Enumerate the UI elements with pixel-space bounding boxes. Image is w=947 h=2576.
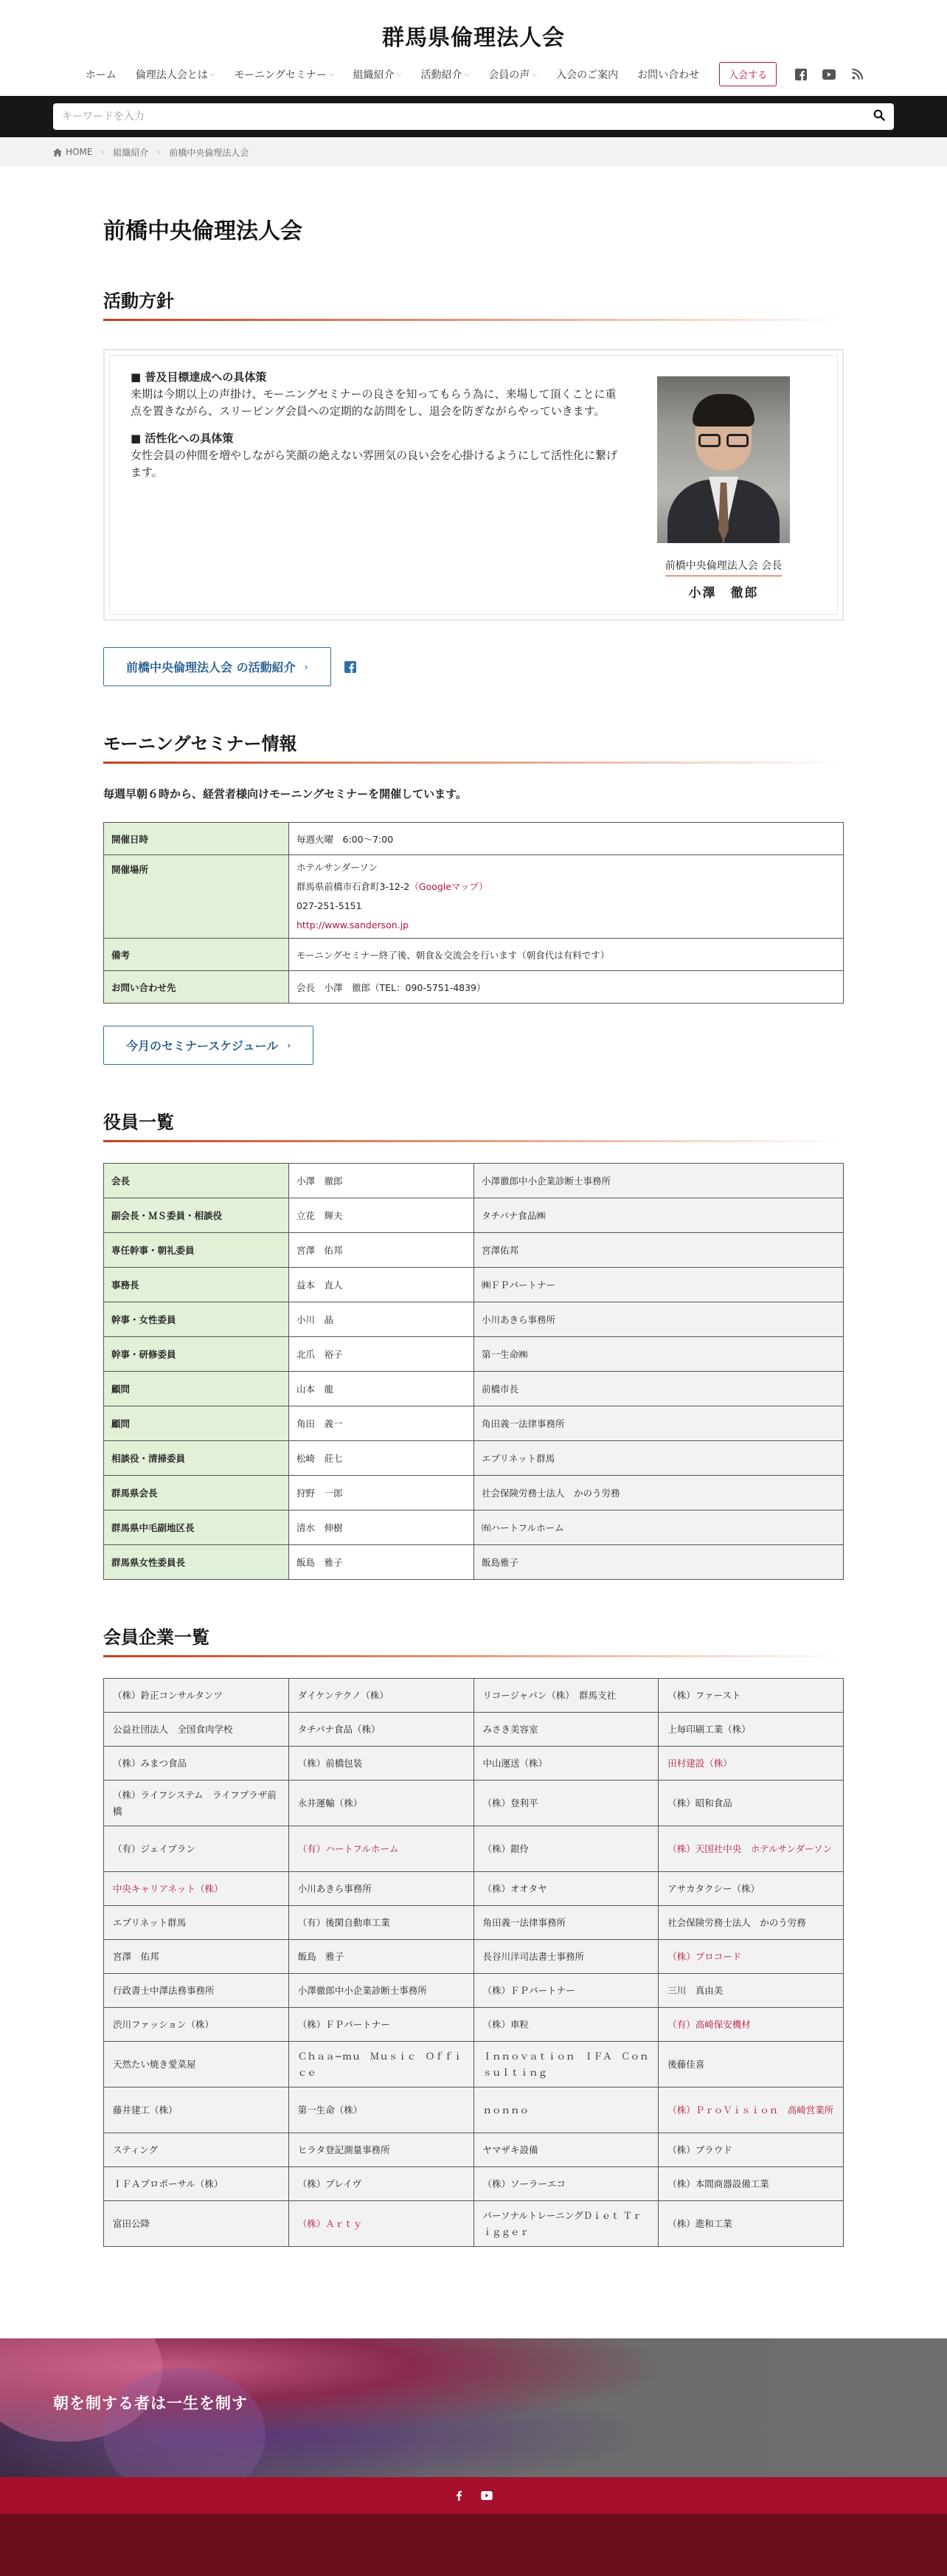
member-company: （株）前橋包装 — [288, 1747, 474, 1781]
nav-label: 組織紹介 — [353, 69, 395, 81]
president-photo — [657, 376, 790, 543]
member-company: 後藤佳喜 — [659, 2042, 844, 2088]
officer-name: 飯島 雅子 — [289, 1545, 474, 1580]
member-company: 中山運送（株） — [474, 1747, 659, 1781]
officer-title: 幹事・女性委員 — [104, 1302, 289, 1337]
member-company: （株）鈴正コンサルタンツ — [104, 1679, 289, 1713]
table-row — [104, 2008, 844, 2042]
member-company: 小澤徹郎中小企業診断士事務所 — [288, 1974, 474, 2008]
member-company: （株）登利平 — [474, 1781, 659, 1826]
nav-item-join-guide[interactable] — [556, 67, 618, 82]
chevron-down-icon: ⌵ — [532, 70, 538, 78]
chevron-down-icon: ⌵ — [396, 70, 402, 78]
member-company: （株）本間商器設備工業 — [659, 2167, 844, 2201]
member-company: 社会保険労務士法人 かのう労務 — [659, 1906, 844, 1940]
footer-hero — [0, 2338, 947, 2477]
breadcrumb-separator-icon: › — [101, 148, 105, 156]
member-company: ヤマザキ設備 — [474, 2133, 659, 2167]
officer-affiliation: 宮澤佑邦 — [474, 1233, 844, 1268]
nav-item-seminar[interactable] — [235, 67, 334, 82]
site-title[interactable]: 群馬県倫理法人会 — [382, 25, 565, 51]
member-company: Ｃｈａａ−ｍｕ Ｍｕｓｉｃ Ｏｆｆｉｃｅ — [288, 2042, 474, 2088]
table-row — [104, 1233, 844, 1268]
officer-affiliation: 角田義一法律事務所 — [474, 1406, 844, 1441]
member-company: （株）車粒 — [474, 2008, 659, 2042]
nav-label: 入会のご案内 — [556, 69, 619, 81]
table-row — [104, 2088, 844, 2133]
member-company-link[interactable]: （有）ハートフルホーム — [288, 1826, 474, 1872]
member-company: パーソナルトレーニングＤｉｅｔ Ｔｒｉｇｇｅｒ — [474, 2201, 659, 2247]
table-header-cell: 備考 — [104, 939, 289, 971]
officer-affiliation: 飯島雅子 — [474, 1545, 844, 1580]
member-company: 藤井建工（株） — [104, 2088, 289, 2133]
main-content — [103, 167, 844, 2247]
nav-item-home[interactable] — [86, 67, 117, 82]
officer-title: 顧問 — [104, 1372, 289, 1406]
venue-url-link[interactable]: http://www.sanderson.jp — [296, 919, 409, 930]
search-icon[interactable] — [873, 109, 885, 124]
seminar-lead: 毎週早朝６時から、経営者様向けモーニングセミナーを開催しています。 — [103, 787, 467, 801]
member-company: （株）進和工業 — [659, 2201, 844, 2247]
member-company: 上毎印刷工業（株） — [659, 1713, 844, 1747]
nav-label: 会員の声 — [488, 69, 530, 81]
youtube-icon[interactable] — [822, 68, 836, 81]
president-role: 前橋中央倫理法人会 会長 — [665, 558, 782, 576]
members-heading: 会員企業一覧 — [103, 1623, 844, 1657]
member-company: 長谷川洋司法書士事務所 — [474, 1940, 659, 1974]
site-header — [0, 0, 947, 96]
member-company: 宮澤 佑邦 — [104, 1940, 289, 1974]
policy-inner — [109, 355, 838, 615]
officers-heading: 役員一覧 — [103, 1108, 844, 1142]
member-company: スティング — [104, 2133, 289, 2167]
member-company: （株）ソーラーエコ — [474, 2167, 659, 2201]
officer-title: 群馬県中毛副地区長 — [104, 1510, 289, 1545]
table-row — [104, 2042, 844, 2088]
table-header-cell: お問い合わせ先 — [104, 971, 289, 1004]
members-section — [103, 1623, 844, 2247]
page-title: 前橋中央倫理法人会 — [103, 218, 302, 244]
officer-name: 角田 義一 — [289, 1406, 474, 1441]
policy-text — [131, 369, 648, 601]
table-row — [104, 939, 844, 971]
nav-item-organization[interactable] — [353, 67, 402, 82]
nav-label: ホーム — [85, 69, 117, 81]
table-row — [104, 1476, 844, 1510]
breadcrumb-parent[interactable]: 組織紹介 — [113, 147, 149, 158]
seminar-schedule-button[interactable] — [103, 1026, 313, 1065]
table-row — [104, 1545, 844, 1580]
member-company: 第一生命（株） — [288, 2088, 474, 2133]
member-company-link[interactable]: （株）ＰｒｏＶｉｓｉｏｎ 高崎営業所 — [659, 2088, 844, 2133]
officer-affiliation: 小澤徹郎中小企業診断士事務所 — [474, 1164, 844, 1198]
member-company: （株）ＦＰパートナー — [474, 1974, 659, 2008]
table-cell: モーニングセミナー終了後、朝食＆交流会を行います（朝食代は有料です） — [289, 939, 844, 971]
member-company: 小川あきら事務所 — [288, 1872, 474, 1906]
member-company: （有）後閑自動車工業 — [288, 1906, 474, 1940]
nav-item-activities[interactable] — [420, 67, 469, 82]
president-name: 小澤 徹郎 — [688, 586, 759, 601]
venue-address-line — [296, 877, 836, 897]
officers-section — [103, 1108, 844, 1580]
activity-intro-label: 前橋中央倫理法人会 の活動紹介 — [126, 660, 296, 674]
member-company: 飯島 雅子 — [288, 1940, 474, 1974]
table-row — [104, 2167, 844, 2201]
youtube-icon[interactable] — [481, 2491, 493, 2500]
table-row — [104, 1940, 844, 1974]
member-company-link[interactable]: 中央キャリアネット（株） — [104, 1872, 289, 1906]
officer-name: 狩野 一郎 — [289, 1476, 474, 1510]
table-row — [104, 2201, 844, 2247]
join-button[interactable]: 入会する — [719, 62, 777, 86]
chevron-down-icon: ⌵ — [328, 70, 334, 78]
officer-name: 益本 直人 — [289, 1268, 474, 1302]
seminar-section — [103, 729, 844, 1065]
officer-title: 顧問 — [104, 1406, 289, 1441]
policy-item-body: 来期は今期以上の声掛け、モーニングセミナーの良さを知ってもらう為に、来場して頂くことに重点を置きながら、スリーピング会員への定期的な訪問をし、退会を防ぎながらやっていきます。 — [131, 387, 617, 418]
member-company: （株）ＦＰパートナー — [288, 2008, 474, 2042]
policy-item-title: ■ 活性化への具体策 — [131, 432, 234, 445]
seminar-heading: モーニングセミナー情報 — [103, 729, 844, 764]
member-company: 富田公降 — [104, 2201, 289, 2247]
member-company: リコージャパン（株） 群馬支社 — [474, 1679, 659, 1713]
member-company: （株）プレイヴ — [288, 2167, 474, 2201]
member-company: （株）みまつ食品 — [104, 1747, 289, 1781]
officer-affiliation: タチバナ食品㈱ — [474, 1198, 844, 1233]
member-company: （株）ファースト — [659, 1679, 844, 1713]
venue-cell — [289, 855, 844, 939]
table-row — [104, 1337, 844, 1372]
activity-intro-button[interactable] — [103, 647, 331, 686]
officer-affiliation: エプリネット群馬 — [474, 1441, 844, 1476]
member-company: ＩＦＡプロポーサル（株） — [104, 2167, 289, 2201]
member-company: タチバナ食品（株） — [288, 1713, 474, 1747]
activity-row — [103, 647, 844, 686]
table-cell: 会長 小澤 徹郎（TEL：090-5751-4839） — [289, 971, 844, 1004]
facebook-icon[interactable] — [454, 2490, 463, 2501]
table-row — [104, 1713, 844, 1747]
officer-affiliation: 第一生命㈱ — [474, 1337, 844, 1372]
footer-bottom — [0, 2514, 947, 2576]
table-row — [104, 1198, 844, 1233]
rss-icon[interactable] — [850, 68, 864, 81]
policy-item-title: ■ 普及目標達成への具体策 — [131, 370, 267, 384]
table-row — [104, 1679, 844, 1713]
officer-name: 宮澤 佑邦 — [289, 1233, 474, 1268]
officer-title: 幹事・研修委員 — [104, 1337, 289, 1372]
home-icon — [53, 148, 62, 156]
chevron-down-icon: ⌵ — [464, 70, 470, 78]
policy-box — [103, 349, 844, 621]
officer-name: 小澤 徹郎 — [289, 1164, 474, 1198]
venue-name: ホテルサンダーソン — [296, 862, 378, 873]
search-bar — [0, 96, 947, 137]
member-company: （株）ブラウド — [659, 2133, 844, 2167]
member-company: ヒラタ登記測量事務所 — [288, 2133, 474, 2167]
breadcrumb-home[interactable]: HOME — [66, 147, 93, 157]
table-row — [104, 1872, 844, 1906]
nav-label: 活動紹介 — [420, 69, 462, 81]
google-map-link[interactable]: （Googleマップ） — [409, 881, 488, 892]
officer-title: 相談役・清掃委員 — [104, 1441, 289, 1476]
breadcrumb-separator-icon: › — [157, 148, 161, 156]
table-row — [104, 1406, 844, 1441]
table-header-cell: 開催場所 — [104, 855, 289, 939]
member-company: （有）ジェイプラン — [104, 1826, 289, 1872]
member-company: ｎｏｎｎｏ — [474, 2088, 659, 2133]
member-company: エプリネット群馬 — [104, 1906, 289, 1940]
table-row — [104, 971, 844, 1004]
member-company: みさき美容室 — [474, 1713, 659, 1747]
member-company-link[interactable]: （株）Ａｒｔｙ — [288, 2201, 474, 2247]
nav-item-voices[interactable] — [488, 67, 537, 82]
member-company: （株）昭和食品 — [659, 1781, 844, 1826]
officer-affiliation: 社会保険労務士法人 かのう労務 — [474, 1476, 844, 1510]
member-company: ダイケンテクノ（株） — [288, 1679, 474, 1713]
officer-name: 清水 伸樹 — [289, 1510, 474, 1545]
member-company: （株）銀伶 — [474, 1826, 659, 1872]
officer-name: 北爪 裕子 — [289, 1337, 474, 1372]
facebook-icon[interactable] — [794, 68, 808, 81]
officer-name: 立花 輝夫 — [289, 1198, 474, 1233]
table-row — [104, 1781, 844, 1826]
officer-affiliation: 小川あきら事務所 — [474, 1302, 844, 1337]
chevron-down-icon: ⌵ — [209, 70, 215, 78]
search-input[interactable] — [62, 111, 873, 122]
officer-name: 山本 龍 — [289, 1372, 474, 1406]
member-company: 公益社団法人 全国食肉学校 — [104, 1713, 289, 1747]
search-box — [53, 103, 894, 130]
policy-item-body: 女性会員の仲間を増やしながら笑顔の絶えない雰囲気の良い会を心掛けるようにして活性化に繋げます。 — [131, 449, 618, 479]
nav-label: モーニングセミナー — [234, 69, 327, 81]
officer-affiliation: ㈲ハートフルホーム — [474, 1510, 844, 1545]
officer-title: 事務長 — [104, 1268, 289, 1302]
members-table — [103, 1678, 844, 2247]
officers-table — [103, 1163, 844, 1580]
officer-affiliation: ㈱ＦＰパートナー — [474, 1268, 844, 1302]
venue-tel: 027-251-5151 — [296, 900, 362, 911]
venue-address: 群馬県前橋市石倉町3-12-2 — [296, 881, 410, 892]
footer-sns-bar — [0, 2477, 947, 2514]
member-company: Ｉｎｎｏｖａｔｉｏｎ ＩＦＡ Ｃｏｎｓｕｌｔｉｎｇ — [474, 2042, 659, 2088]
global-nav — [0, 62, 947, 86]
member-company: 行政書士中澤法務事務所 — [104, 1974, 289, 2008]
member-company-link[interactable]: （株）プロコード — [659, 1940, 844, 1974]
officer-affiliation: 前橋市長 — [474, 1372, 844, 1406]
officer-title: 専任幹事・朝礼委員 — [104, 1233, 289, 1268]
nav-item-contact[interactable] — [637, 67, 699, 82]
seminar-schedule-label: 今月のセミナースケジュール — [126, 1039, 279, 1053]
table-row — [104, 2133, 844, 2167]
table-cell: 毎週火曜 6:00〜7:00 — [289, 823, 844, 855]
table-row — [104, 1164, 844, 1198]
member-company-link[interactable]: 田村建設（株） — [659, 1747, 844, 1781]
table-row — [104, 1747, 844, 1781]
member-company: 渋川ファッション（株） — [104, 2008, 289, 2042]
table-header-cell: 開催日時 — [104, 823, 289, 855]
member-company: 角田義一法律事務所 — [474, 1906, 659, 1940]
table-row — [104, 1441, 844, 1476]
member-company: 三川 真由美 — [659, 1974, 844, 2008]
officer-name: 松崎 莊七 — [289, 1441, 474, 1476]
chevron-right-icon: › — [287, 1040, 291, 1051]
table-row — [104, 1974, 844, 2008]
breadcrumb-current: 前橋中央倫理法人会 — [169, 147, 249, 158]
member-company-link[interactable]: （株）天国社中央 ホテルサンダーソン — [659, 1826, 844, 1872]
member-company: 天然たい焼き愛菜屋 — [104, 2042, 289, 2088]
officer-name: 小川 晶 — [289, 1302, 474, 1337]
officer-title: 会長 — [104, 1164, 289, 1198]
table-row — [104, 1826, 844, 1872]
officer-title: 副会長・ＭＳ委員・相談役 — [104, 1198, 289, 1233]
president-profile — [648, 376, 799, 601]
officer-title: 群馬県女性委員長 — [104, 1545, 289, 1580]
seminar-info-table — [103, 822, 844, 1004]
member-company: （株）ライフシステム ライフプラザ前橋 — [104, 1781, 289, 1826]
breadcrumb — [0, 137, 947, 167]
table-row — [104, 1906, 844, 1940]
officer-title: 群馬県会長 — [104, 1476, 289, 1510]
chevron-right-icon: › — [304, 661, 308, 672]
table-row — [104, 823, 844, 855]
table-row — [104, 1510, 844, 1545]
member-company: 永井運輸（株） — [288, 1781, 474, 1826]
policy-heading: 活動方針 — [103, 286, 844, 321]
table-row — [104, 855, 844, 939]
table-row — [104, 1372, 844, 1406]
footer-motto: 朝を制する者は一生を制す — [53, 2394, 248, 2412]
member-company: アサカタクシー（株） — [659, 1872, 844, 1906]
facebook-icon[interactable] — [344, 661, 356, 673]
table-row — [104, 1268, 844, 1302]
member-company: （株）オオタヤ — [474, 1872, 659, 1906]
member-company-link[interactable]: （有）高崎保安機材 — [659, 2008, 844, 2042]
nav-label: 倫理法人会とは — [135, 69, 208, 81]
nav-item-about[interactable] — [136, 67, 215, 82]
table-row — [104, 1302, 844, 1337]
nav-label: お問い合わせ — [637, 69, 700, 81]
